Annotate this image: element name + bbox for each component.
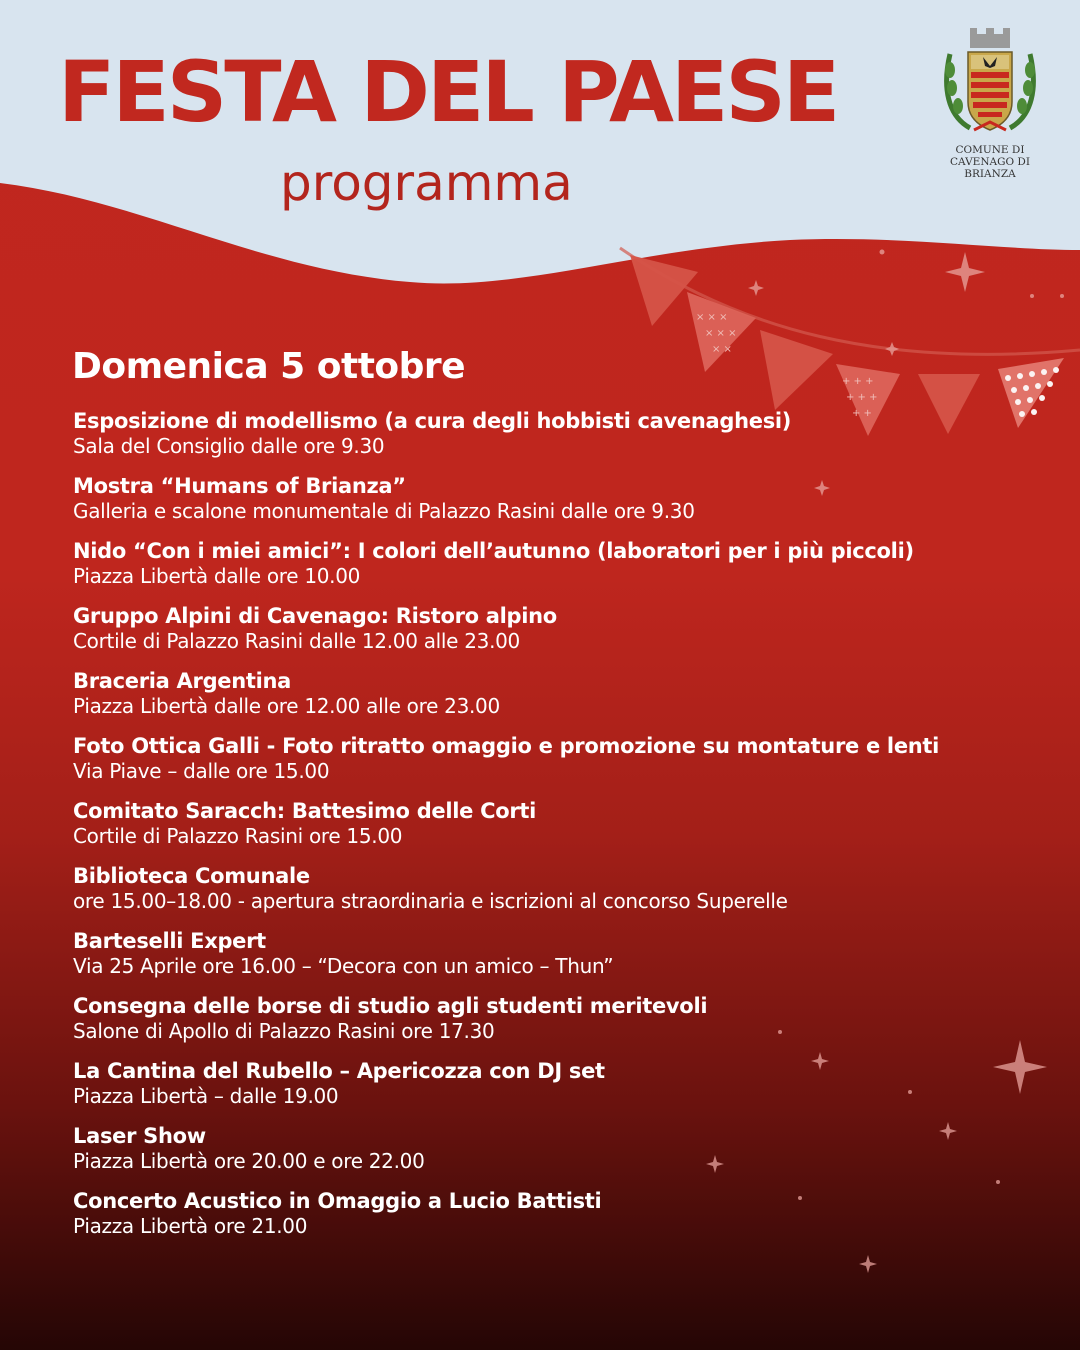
events-list [73,408,1063,1253]
event-detail: ore 15.00–18.00 - apertura straordinaria e iscrizioni al concorso Superelle [73,889,788,913]
event-detail: Piazza Libertà dalle ore 12.00 alle ore 23.00 [73,694,500,718]
event-name: Foto Ottica Galli - Foto ritratto omaggio e promozione su montature e lenti [73,734,940,758]
svg-text:× × ×: × × × [696,312,728,323]
event-item [73,603,1063,668]
svg-text:+ + +: + + + [846,392,878,403]
event-detail: Piazza Libertà dalle ore 10.00 [73,564,361,588]
event-item [73,473,1063,538]
event-detail: Cortile di Palazzo Rasini ore 15.00 [73,824,403,848]
event-name: Barteselli Expert [73,929,266,953]
event-detail: Via Piave – dalle ore 15.00 [73,759,330,783]
event-item [73,408,1063,473]
event-name: Mostra “Humans of Brianza” [73,474,406,498]
svg-text:× ×: × × [712,344,732,355]
event-detail: Piazza Libertà – dalle 19.00 [73,1084,339,1108]
event-name: Braceria Argentina [73,669,292,693]
event-detail: Salone di Apollo di Palazzo Rasini ore 17.30 [73,1019,495,1043]
event-detail: Via 25 Aprile ore 16.00 – “Decora con un amico – Thun” [73,954,614,978]
coat-of-arms-icon [940,26,1040,138]
event-detail: Piazza Libertà ore 21.00 [73,1214,308,1238]
event-name: Consegna delle borse di studio agli studenti meritevoli [73,994,708,1018]
event-detail: Galleria e scalone monumentale di Palazzo Rasini dalle ore 9.30 [73,499,695,523]
event-item [73,538,1063,603]
event-item [73,1123,1063,1188]
crest-caption-line1: COMUNE DI [955,144,1025,156]
event-item [73,1188,1063,1253]
poster-title: FESTA DEL PAESE [58,43,838,141]
bunting-string [620,248,1080,354]
event-day-heading: Domenica 5 ottobre [72,346,466,387]
event-detail: Piazza Libertà ore 20.00 e ore 22.00 [73,1149,425,1173]
event-name: Comitato Saracch: Battesimo delle Corti [73,799,537,823]
event-detail: Sala del Consiglio dalle ore 9.30 [73,434,385,458]
poster-subtitle: programma [280,154,573,212]
event-item [73,863,1063,928]
svg-text:+ + +: + + + [842,376,874,387]
event-item [73,993,1063,1058]
municipality-crest [930,26,1050,180]
event-name: Nido “Con i miei amici”: I colori dell’autunno (laboratori per i più piccoli) [73,539,914,563]
event-item [73,668,1063,733]
event-name: La Cantina del Rubello – Apericozza con DJ set [73,1059,605,1083]
event-name: Laser Show [73,1124,206,1148]
crest-caption-line2: CAVENAGO DI BRIANZA [949,156,1030,181]
event-item [73,733,1063,798]
svg-text:+ +: + + [852,408,872,419]
event-item [73,798,1063,863]
svg-text:× × ×: × × × [705,328,737,339]
event-item [73,1058,1063,1123]
event-item [73,928,1063,993]
event-name: Gruppo Alpini di Cavenago: Ristoro alpino [73,604,557,628]
event-detail: Cortile di Palazzo Rasini dalle 12.00 alle 23.00 [73,629,520,653]
event-name: Esposizione di modellismo (a cura degli hobbisti cavenaghesi) [73,409,792,433]
event-name: Biblioteca Comunale [73,864,310,888]
event-name: Concerto Acustico in Omaggio a Lucio Battisti [73,1189,602,1213]
